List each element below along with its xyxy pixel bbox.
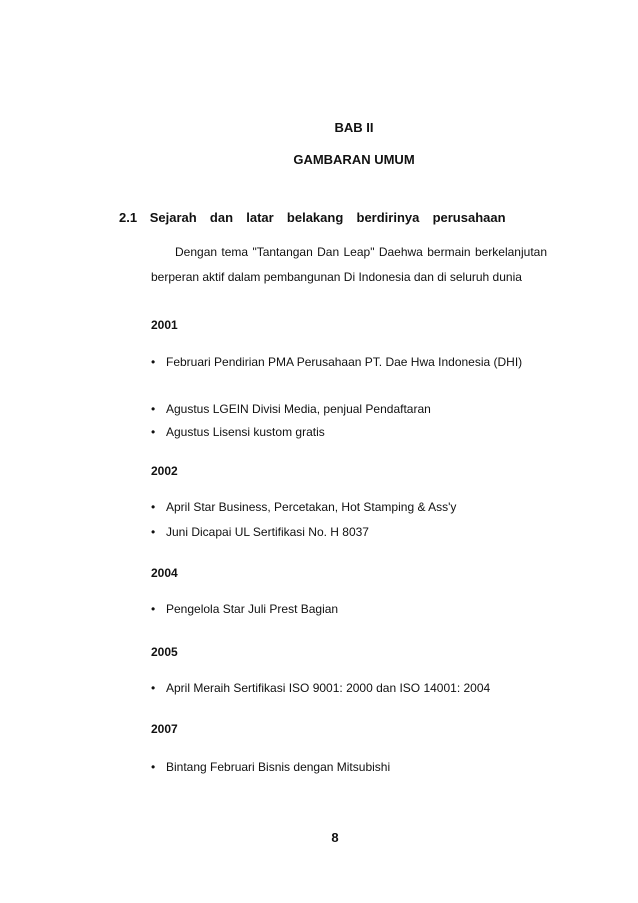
- year-heading: 2001: [151, 318, 178, 332]
- bullet-icon: •: [151, 525, 156, 539]
- list-item: [151, 496, 551, 518]
- bullet-icon: •: [151, 602, 156, 616]
- intro-paragraph: [151, 240, 547, 290]
- section-title: Sejarah dan latar belakang berdirinya perusahaan: [149, 210, 506, 225]
- list-item-text: Agustus Lisensi kustom gratis: [166, 425, 325, 439]
- list-item-text: April Star Business, Percetakan, Hot Stamping & Ass'y: [166, 500, 457, 514]
- bullet-icon: •: [151, 425, 156, 439]
- list-item: [151, 351, 551, 373]
- list-item-text: April Meraih Sertifikasi ISO 9001: 2000 dan ISO 14001: 2004: [166, 681, 491, 695]
- section-heading: [119, 210, 506, 225]
- bullet-icon: •: [151, 402, 156, 416]
- list-item: [151, 598, 551, 620]
- list-item: [151, 521, 551, 543]
- list-item: [151, 398, 551, 420]
- bullet-icon: •: [151, 760, 156, 774]
- list-item: [151, 421, 551, 443]
- list-item: [151, 756, 551, 778]
- list-item-text: Bintang Februari Bisnis dengan Mitsubishi: [166, 760, 391, 774]
- bullet-icon: •: [151, 500, 156, 514]
- year-heading: 2007: [151, 722, 178, 736]
- list-item-text: Juni Dicapai UL Sertifikasi No. H 8037: [166, 525, 369, 539]
- bullet-icon: •: [151, 681, 156, 695]
- year-heading: 2005: [151, 645, 178, 659]
- section-number: 2.1: [119, 210, 138, 225]
- list-item-text: Pengelola Star Juli Prest Bagian: [166, 602, 339, 616]
- chapter-label: BAB II: [334, 120, 374, 135]
- bullet-icon: •: [151, 355, 156, 369]
- page-number: 8: [331, 830, 339, 845]
- year-heading: 2004: [151, 566, 178, 580]
- list-item-text: Februari Pendirian PMA Perusahaan PT. Dae Hwa Indonesia (DHI): [166, 355, 523, 369]
- intro-paragraph-text: Dengan tema "Tantangan Dan Leap" Daehwa bermain berkelanjutan berperan aktif dalam pembangunan Di Indonesia dan di seluruh dunia: [151, 245, 547, 284]
- list-item-text: Agustus LGEIN Divisi Media, penjual Pendaftaran: [166, 402, 431, 416]
- list-item: [151, 677, 551, 699]
- chapter-title: GAMBARAN UMUM: [293, 152, 415, 167]
- year-heading: 2002: [151, 464, 178, 478]
